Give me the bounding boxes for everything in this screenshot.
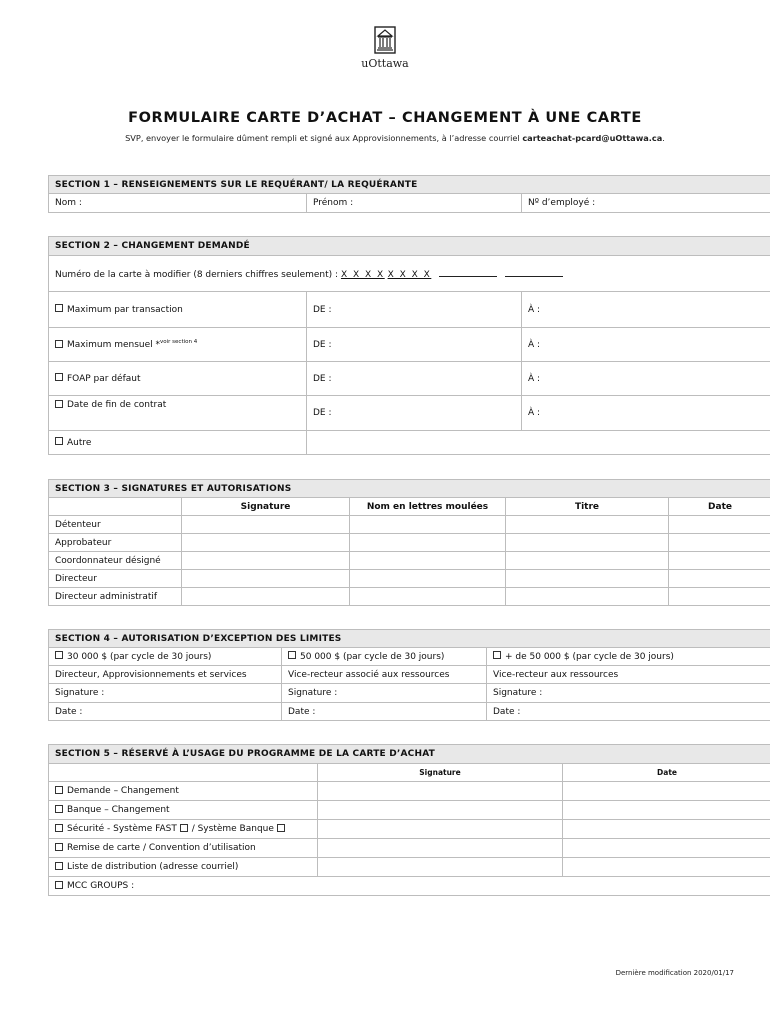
- column-header-title: Titre: [506, 498, 669, 516]
- limit-option-over-50000[interactable]: [487, 648, 770, 666]
- checkbox-icon[interactable]: [55, 651, 63, 659]
- program-item[interactable]: [49, 782, 318, 801]
- date-cell[interactable]: [669, 588, 770, 606]
- signature-field[interactable]: Signature :: [282, 684, 487, 703]
- signature-field[interactable]: Signature :: [49, 684, 282, 703]
- change-option-other[interactable]: [49, 431, 307, 455]
- table-row: [49, 534, 770, 552]
- row-label: Directeur administratif: [49, 588, 182, 606]
- date-cell[interactable]: [669, 552, 770, 570]
- signature-cell[interactable]: [182, 552, 350, 570]
- signature-cell[interactable]: [318, 820, 563, 839]
- title-cell[interactable]: [506, 570, 669, 588]
- title-cell[interactable]: [506, 588, 669, 606]
- table-row: [49, 782, 770, 801]
- option-label: Maximum par transaction: [67, 304, 183, 315]
- change-option-default-foap[interactable]: [49, 362, 307, 396]
- program-item[interactable]: [49, 820, 318, 839]
- column-header-signature: Signature: [318, 764, 563, 782]
- checkbox-icon[interactable]: [55, 824, 63, 832]
- checkbox-icon[interactable]: [288, 651, 296, 659]
- checkbox-icon[interactable]: [493, 651, 501, 659]
- university-building-icon: [374, 26, 396, 54]
- name-cell[interactable]: [350, 516, 506, 534]
- signature-cell[interactable]: [318, 782, 563, 801]
- approver-title: Directeur, Approvisionnements et services: [49, 666, 282, 684]
- item-label: MCC GROUPS :: [67, 881, 135, 891]
- date-cell[interactable]: [563, 820, 770, 839]
- instructions-end: .: [662, 133, 665, 143]
- contact-email[interactable]: carteachat-pcard@uOttawa.ca: [522, 133, 663, 143]
- section-5-header: SECTION 5 – RÉSERVÉ À L’USAGE DU PROGRAMME DE LA CARTE D’ACHAT: [49, 745, 770, 764]
- section-1-table: [48, 175, 770, 213]
- signature-cell[interactable]: [318, 858, 563, 877]
- title-cell[interactable]: [506, 516, 669, 534]
- section-4-table: [48, 629, 770, 721]
- employee-number-field[interactable]: Nº d’employé :: [522, 194, 770, 213]
- program-item[interactable]: [49, 858, 318, 877]
- checkbox-icon[interactable]: [55, 400, 63, 408]
- mcc-groups-field[interactable]: [49, 877, 770, 896]
- a-field[interactable]: À :: [522, 362, 770, 396]
- date-cell[interactable]: [669, 534, 770, 552]
- table-row: [49, 552, 770, 570]
- column-header-date: Date: [563, 764, 770, 782]
- date-field[interactable]: Date :: [487, 703, 770, 721]
- limit-option-30000[interactable]: [49, 648, 282, 666]
- a-field[interactable]: À :: [522, 328, 770, 362]
- table-row: [49, 839, 770, 858]
- table-row: [49, 877, 770, 896]
- form-title: FORMULAIRE CARTE D’ACHAT – CHANGEMENT À UNE CARTE: [128, 110, 642, 126]
- section-1-header: SECTION 1 – RENSEIGNEMENTS SUR LE REQUÉRANT/ LA REQUÉRANTE: [49, 176, 770, 194]
- section-3-header: SECTION 3 – SIGNATURES ET AUTORISATIONS: [49, 480, 770, 498]
- de-field[interactable]: DE :: [307, 362, 522, 396]
- signature-field[interactable]: Signature :: [487, 684, 770, 703]
- option-label: Autre: [67, 437, 92, 448]
- name-cell[interactable]: [350, 570, 506, 588]
- section-3-table: [48, 479, 770, 606]
- title-cell[interactable]: [506, 534, 669, 552]
- date-field[interactable]: Date :: [282, 703, 487, 721]
- row-label: Détenteur: [49, 516, 182, 534]
- card-masked-digits-1: X X X X: [340, 269, 385, 280]
- checkbox-icon[interactable]: [55, 881, 63, 889]
- date-cell[interactable]: [669, 516, 770, 534]
- change-option-contract-end[interactable]: [49, 396, 307, 431]
- column-header-signature: Signature: [182, 498, 350, 516]
- row-label: Directeur: [49, 570, 182, 588]
- table-row: [49, 588, 770, 606]
- a-field[interactable]: À :: [522, 292, 770, 328]
- checkbox-icon[interactable]: [180, 824, 188, 832]
- table-row: [49, 516, 770, 534]
- section-4-header: SECTION 4 – AUTORISATION D’EXCEPTION DES LIMITES: [49, 630, 770, 648]
- limit-option-50000[interactable]: [282, 648, 487, 666]
- de-field[interactable]: DE :: [307, 328, 522, 362]
- last-modified: Dernière modification 2020/01/17: [615, 969, 734, 977]
- checkbox-icon[interactable]: [277, 824, 285, 832]
- signature-cell[interactable]: [182, 588, 350, 606]
- de-field[interactable]: DE :: [307, 396, 522, 431]
- checkbox-icon[interactable]: [55, 340, 63, 348]
- signature-cell[interactable]: [182, 570, 350, 588]
- limit-label: + de 50 000 $ (par cycle de 30 jours): [505, 651, 674, 662]
- checkbox-icon[interactable]: [55, 373, 63, 381]
- column-header-date: Date: [669, 498, 770, 516]
- prenom-field[interactable]: Prénom :: [307, 194, 522, 213]
- date-cell[interactable]: [563, 839, 770, 858]
- date-cell[interactable]: [669, 570, 770, 588]
- uottawa-logo: [355, 26, 415, 70]
- limit-label: 50 000 $ (par cycle de 30 jours): [300, 651, 445, 662]
- item-label: Liste de distribution (adresse courriel): [67, 862, 239, 872]
- checkbox-icon[interactable]: [55, 437, 63, 445]
- card-masked-digits-2: X X X X: [387, 269, 432, 280]
- option-label: Maximum mensuel *: [67, 340, 161, 350]
- table-row: [49, 801, 770, 820]
- signature-cell[interactable]: [182, 516, 350, 534]
- item-label: Banque – Changement: [67, 805, 170, 815]
- limit-label: 30 000 $ (par cycle de 30 jours): [67, 651, 212, 662]
- a-field[interactable]: À :: [522, 396, 770, 431]
- table-row: [49, 570, 770, 588]
- logo-text: uOttawa: [361, 57, 409, 70]
- date-cell[interactable]: [563, 858, 770, 877]
- table-row: [49, 858, 770, 877]
- instructions-text: SVP, envoyer le formulaire dûment rempli et signé aux Approvisionnements, à l’adresse courriel: [125, 133, 523, 143]
- approver-title: Vice-recteur aux ressources: [487, 666, 770, 684]
- section-2-table: [48, 236, 770, 455]
- checkbox-icon[interactable]: [55, 786, 63, 794]
- signature-cell[interactable]: [318, 839, 563, 858]
- table-row: [49, 820, 770, 839]
- nom-field[interactable]: Nom :: [49, 194, 307, 213]
- date-cell[interactable]: [563, 801, 770, 820]
- column-header-name: Nom en lettres moulées: [350, 498, 506, 516]
- signature-cell[interactable]: [318, 801, 563, 820]
- item-label: Remise de carte / Convention d’utilisation: [67, 843, 256, 853]
- other-field[interactable]: [307, 431, 770, 455]
- title-cell[interactable]: [506, 552, 669, 570]
- card-digits-blank-2[interactable]: [505, 268, 563, 277]
- checkbox-icon[interactable]: [55, 805, 63, 813]
- name-cell[interactable]: [350, 588, 506, 606]
- empty-header-cell: [49, 498, 182, 516]
- form-instructions: [0, 133, 770, 143]
- section-5-table: [48, 744, 770, 896]
- name-cell[interactable]: [350, 552, 506, 570]
- item-label: Sécurité - Système FAST: [67, 824, 177, 834]
- item-label: Demande – Changement: [67, 786, 179, 796]
- approver-title: Vice-recteur associé aux ressources: [282, 666, 487, 684]
- change-option-max-transaction[interactable]: [49, 292, 307, 328]
- row-label: Coordonnateur désigné: [49, 552, 182, 570]
- item-label: / Système Banque: [191, 824, 274, 834]
- option-label: Date de fin de contrat: [67, 400, 167, 410]
- date-cell[interactable]: [563, 782, 770, 801]
- change-option-max-monthly[interactable]: [49, 328, 307, 362]
- name-cell[interactable]: [350, 534, 506, 552]
- card-number-label: Numéro de la carte à modifier (8 derniers chiffres seulement) :: [55, 269, 339, 280]
- row-label: Approbateur: [49, 534, 182, 552]
- signature-cell[interactable]: [182, 534, 350, 552]
- date-field[interactable]: Date :: [49, 703, 282, 721]
- checkbox-icon[interactable]: [55, 862, 63, 870]
- card-digits-blank-1[interactable]: [439, 268, 497, 277]
- checkbox-icon[interactable]: [55, 843, 63, 851]
- section-2-header: SECTION 2 – CHANGEMENT DEMANDÉ: [49, 237, 770, 256]
- program-item[interactable]: [49, 839, 318, 858]
- program-item[interactable]: [49, 801, 318, 820]
- checkbox-icon[interactable]: [55, 304, 63, 312]
- card-number-row[interactable]: [49, 256, 770, 292]
- option-label: FOAP par défaut: [67, 373, 141, 384]
- see-section-note: voir section 4: [160, 339, 198, 345]
- de-field[interactable]: DE :: [307, 292, 522, 328]
- empty-header-cell: [49, 764, 318, 782]
